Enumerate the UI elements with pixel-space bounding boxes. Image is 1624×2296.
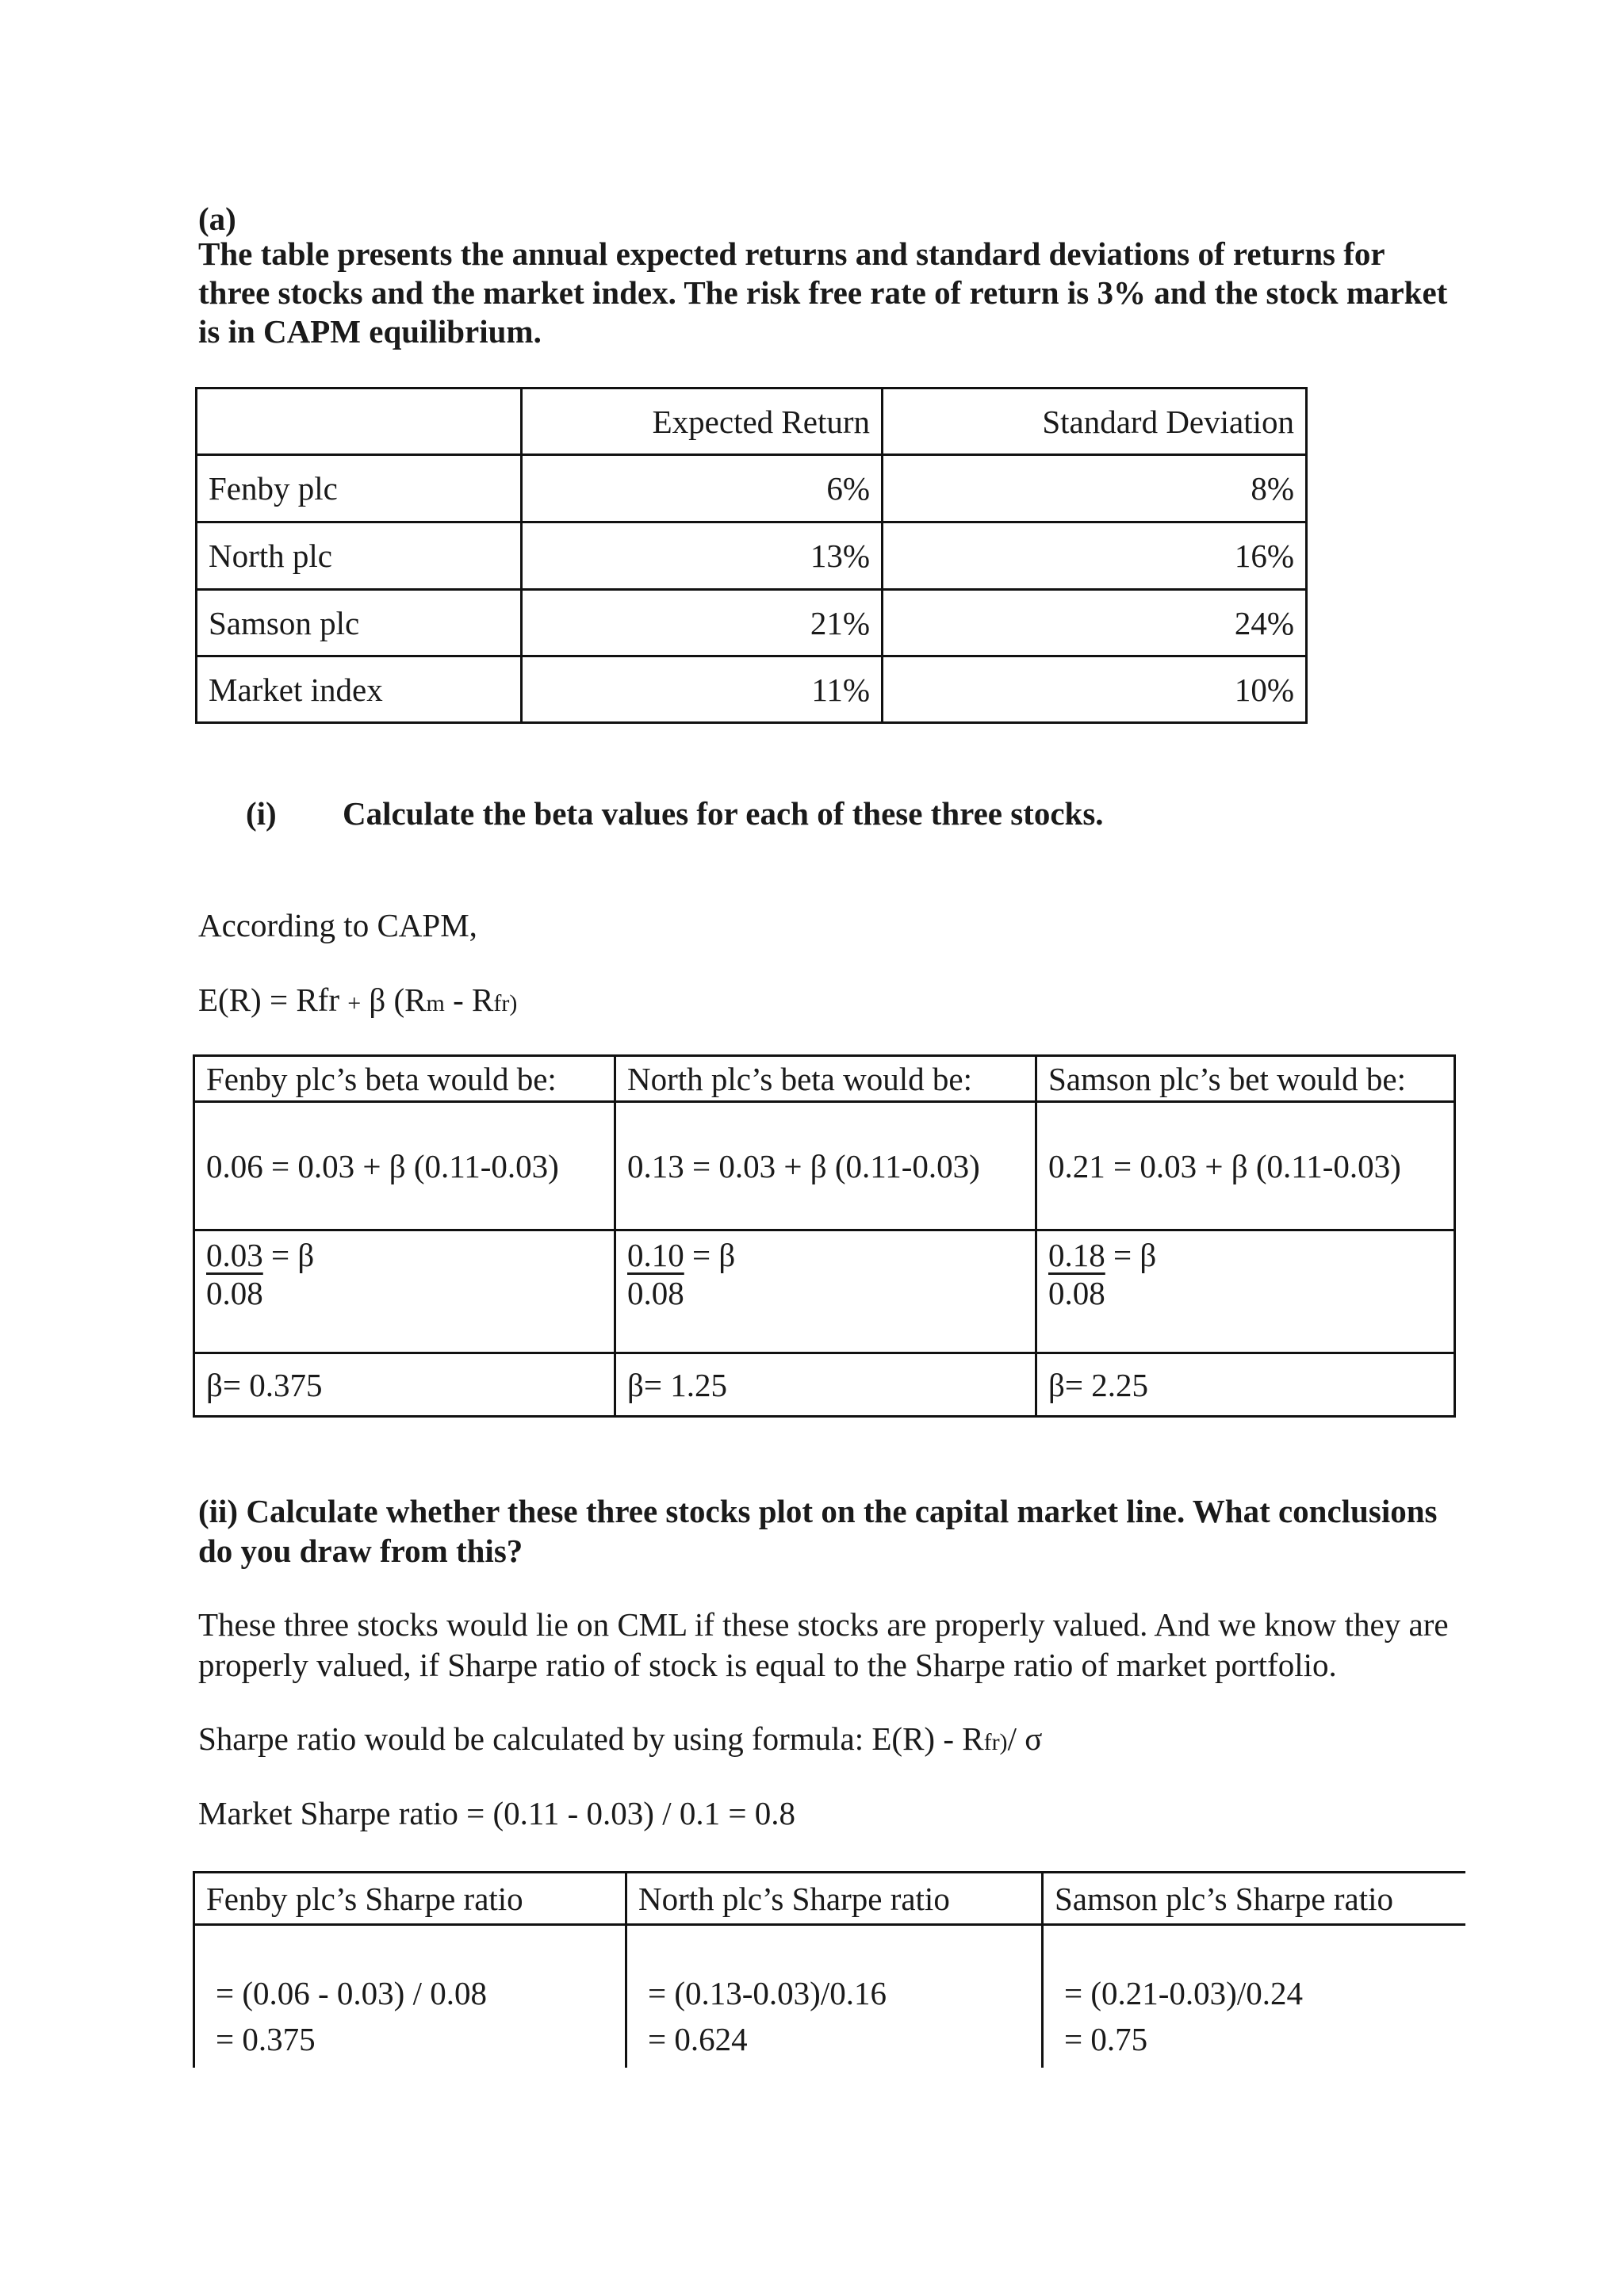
beta-result: β= 0.375 <box>194 1353 615 1417</box>
row-label: Market index <box>197 656 522 723</box>
sharpe-result: = 0.375 <box>216 2021 316 2057</box>
capm-formula <box>198 978 517 1025</box>
fraction-cell <box>1036 1230 1455 1353</box>
fraction-cell <box>194 1230 615 1353</box>
beta-result: β= 2.25 <box>1036 1353 1455 1417</box>
numerator: 0.03 <box>206 1237 263 1273</box>
equation-cell: 0.21 = 0.03 + β (0.11-0.03) <box>1036 1102 1455 1230</box>
formula-minus: - R <box>453 982 494 1018</box>
question-i-text: Calculate the beta values for each of these three stocks. <box>343 795 1104 832</box>
formula-beta: β (R <box>369 982 427 1018</box>
numerator: 0.10 <box>627 1237 684 1273</box>
sharpe-formula <box>198 1717 1042 1764</box>
question-ii-line-2: do you draw from this? <box>198 1533 523 1569</box>
table-row <box>194 1230 1455 1353</box>
sharpe-calc: = (0.13-0.03)/0.16 <box>648 1975 887 2011</box>
answer-line-2: properly valued, if Sharpe ratio of stock is equal to the Sharpe ratio of market portfolio. <box>198 1647 1337 1683</box>
std-dev-cell: 10% <box>883 656 1307 723</box>
formula-m: m <box>426 990 445 1016</box>
intro-line-2: three stocks and the market index. The risk free rate of return is 3% and the stock market <box>198 274 1448 311</box>
sharpe-calc-cell <box>1043 1925 1466 2068</box>
header-fenby-sharpe: Fenby plc’s Sharpe ratio <box>194 1873 626 1925</box>
intro-line-3: is in CAPM equilibrium. <box>198 313 542 350</box>
header-north-beta: North plc’s beta would be: <box>615 1056 1036 1102</box>
denominator: 0.08 <box>1048 1275 1105 1311</box>
header-fenby-beta: Fenby plc’s beta would be: <box>194 1056 615 1102</box>
equation-cell: 0.13 = 0.03 + β (0.11-0.03) <box>615 1102 1036 1230</box>
table-row <box>197 522 1307 590</box>
row-label: North plc <box>197 522 522 590</box>
expected-return-cell: 21% <box>522 590 883 656</box>
expected-return-cell: 6% <box>522 455 883 522</box>
table-row <box>194 1925 1466 2068</box>
std-dev-cell: 16% <box>883 522 1307 590</box>
sharpe-calc: = (0.06 - 0.03) / 0.08 <box>216 1975 487 2011</box>
expected-return-cell: 13% <box>522 522 883 590</box>
beta-result: β= 1.25 <box>615 1353 1036 1417</box>
table-row <box>197 455 1307 522</box>
sharpe-formula-tail: / σ <box>1007 1720 1043 1757</box>
header-standard-deviation: Standard Deviation <box>883 388 1307 455</box>
question-ii-line-1: (ii) Calculate whether these three stocks plot on the capital market line. What conclusions <box>198 1493 1438 1529</box>
intro-line-1: The table presents the annual expected returns and standard deviations of returns for <box>198 235 1385 272</box>
equation-cell: 0.06 = 0.03 + β (0.11-0.03) <box>194 1102 615 1230</box>
formula-fr: fr) <box>493 990 518 1016</box>
std-dev-cell: 24% <box>883 590 1307 656</box>
sharpe-result: = 0.624 <box>648 2021 748 2057</box>
according-to-capm: According to CAPM, <box>198 907 477 943</box>
row-label: Fenby plc <box>197 455 522 522</box>
header-expected-return: Expected Return <box>522 388 883 455</box>
table-header-row <box>194 1873 1466 1925</box>
std-dev-cell: 8% <box>883 455 1307 522</box>
formula-plus: + <box>347 990 362 1016</box>
market-sharpe-ratio: Market Sharpe ratio = (0.11 - 0.03) / 0.1 = 0.8 <box>198 1795 795 1831</box>
numerator: 0.18 <box>1048 1237 1105 1273</box>
equals-beta: = β <box>692 1237 736 1273</box>
sharpe-formula-sub: fr) <box>983 1729 1008 1755</box>
table-row <box>194 1353 1455 1417</box>
denominator: 0.08 <box>206 1275 263 1311</box>
table-row <box>197 590 1307 656</box>
table-header-row <box>194 1056 1455 1102</box>
sharpe-result: = 0.75 <box>1064 2021 1148 2057</box>
sharpe-calc-cell <box>194 1925 626 2068</box>
table-row <box>197 656 1307 723</box>
row-label: Samson plc <box>197 590 522 656</box>
denominator: 0.08 <box>627 1275 684 1311</box>
header-samson-sharpe: Samson plc’s Sharpe ratio <box>1043 1873 1466 1925</box>
sharpe-calc-cell <box>626 1925 1043 2068</box>
expected-return-cell: 11% <box>522 656 883 723</box>
question-i-number: (i) <box>246 795 277 832</box>
sharpe-formula-text: Sharpe ratio would be calculated by using formula: E(R) - R <box>198 1720 984 1757</box>
sharpe-table <box>193 1871 1465 2068</box>
equals-beta: = β <box>1113 1237 1157 1273</box>
sharpe-calc: = (0.21-0.03)/0.24 <box>1064 1975 1303 2011</box>
table-header-row <box>197 388 1307 455</box>
header-cell <box>197 388 522 455</box>
header-north-sharpe: North plc’s Sharpe ratio <box>626 1873 1043 1925</box>
equals-beta: = β <box>271 1237 315 1273</box>
returns-table <box>195 387 1308 724</box>
header-samson-beta: Samson plc’s bet would be: <box>1036 1056 1455 1102</box>
section-label: (a) <box>198 201 236 237</box>
sharpe-table-clip <box>193 1871 1465 2068</box>
beta-table <box>193 1054 1456 1418</box>
answer-line-1: These three stocks would lie on CML if these stocks are properly valued. And we know they are <box>198 1606 1449 1643</box>
formula-er: E(R) = Rfr <box>198 982 339 1018</box>
fraction-cell <box>615 1230 1036 1353</box>
table-row <box>194 1102 1455 1230</box>
